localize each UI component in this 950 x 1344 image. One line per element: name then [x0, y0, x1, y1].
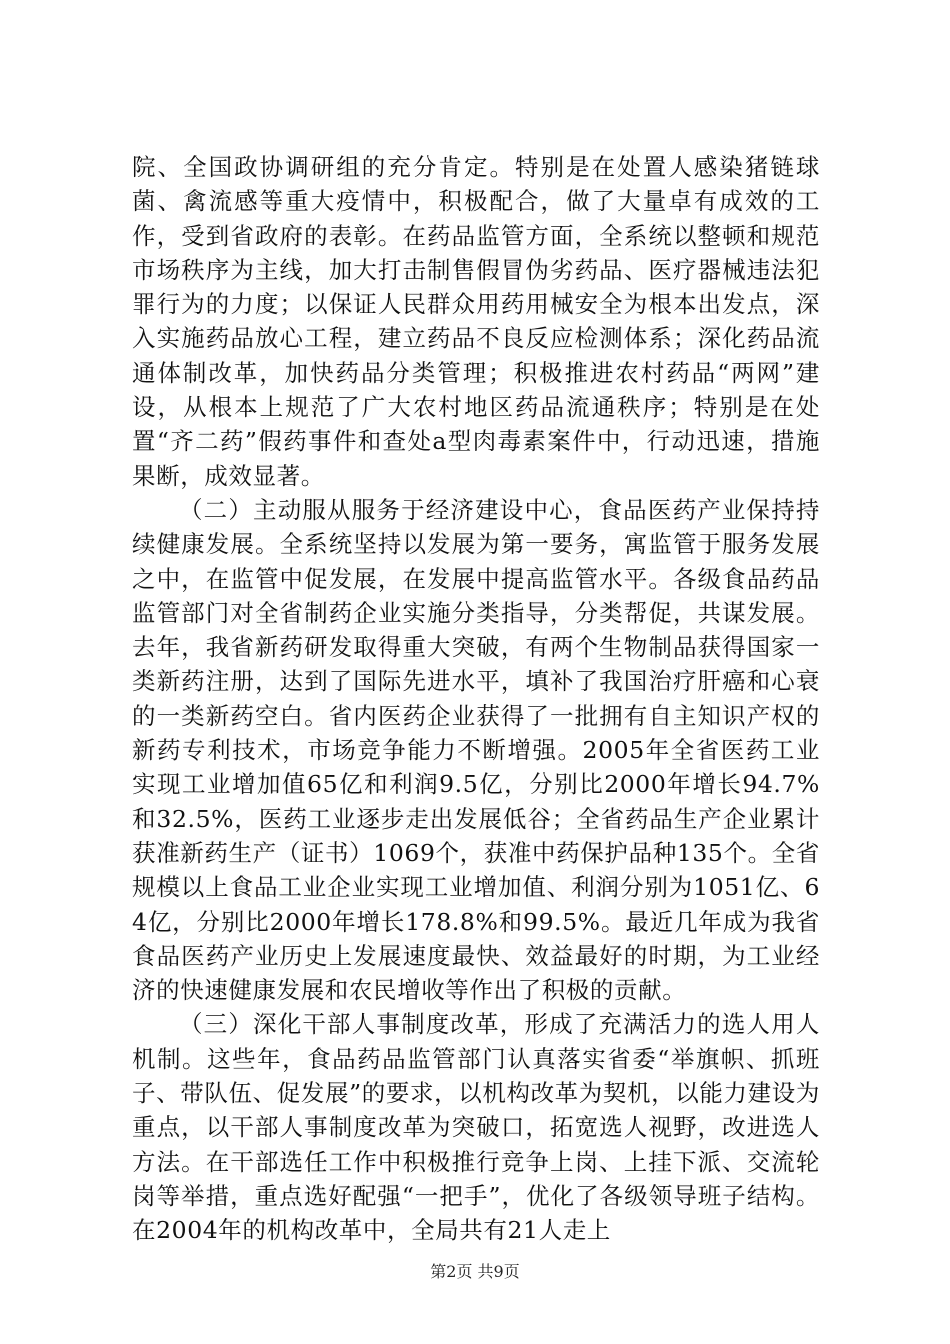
- paragraph-2: （二）主动服从服务于经济建设中心，食品医药产业保持持续健康发展。全系统坚持以发展为第一要务，寓监管于服务发展之中，在监管中促发展，在发展中提高监管水平。各级食品药品监管部门对全省制药企业实施分类指导，分类帮促，共谋发展。去年，我省新药研发取得重大突破，有两个生物制品获得国家一类新药注册，达到了国际先进水平，填补了我国治疗肝癌和心衰的一类新药空白。省内医药企业获得了一批拥有自主知识产权的新药专利技术，市场竞争能力不断增强。2005年全省医药工业实现工业增加值65亿和利润9.5亿，分别比2000年增长94.7%和32.5%，医药工业逐步走出发展低谷；全省药品生产企业累计获准新药生产（证书）1069个，获准中药保护品种135个。全省规模以上食品工业企业实现工业增加值、利润分别为1051亿、64亿，分别比2000年增长178.8%和99.5%。最近几年成为我省食品医药产业历史上发展速度最快、效益最好的时期，为工业经济的快速健康发展和农民增收等作出了积极的贡献。: [132, 495, 820, 1005]
- paragraph-1: 院、全国政协调研组的充分肯定。特别是在处置人感染猪链球菌、禽流感等重大疫情中，积极配合，做了大量卓有成效的工作，受到省政府的表彰。在药品监管方面，全系统以整顿和规范市场秩序为主线，加大打击制售假冒伪劣药品、医疗器械违法犯罪行为的力度；以保证人民群众用药用械安全为根本出发点，深入实施药品放心工程，建立药品不良反应检测体系；深化药品流通体制改革，加快药品分类管理；积极推进农村药品“两网”建设，从根本上规范了广大农村地区药品流通秩序；特别是在处置“齐二药”假药事件和查处a型肉毒素案件中，行动迅速，措施果断，成效显著。: [132, 153, 820, 490]
- paragraph-3: （三）深化干部人事制度改革，形成了充满活力的选人用人机制。这些年，食品药品监管部门认真落实省委“举旗帜、抓班子、带队伍、促发展”的要求，以机构改革为契机，以能力建设为重点，以干部人事制度改革为突破口，拓宽选人视野，改进选人方法。在干部选任工作中积极推行竞争上岗、上挂下派、交流轮岗等举措，重点选好配强“一把手”，优化了各级领导班子结构。在2004年的机构改革中，全局共有21人走上: [132, 1010, 820, 1245]
- page-number-footer: 第2页 共9页: [430, 1262, 520, 1281]
- document-body: [132, 150, 820, 1248]
